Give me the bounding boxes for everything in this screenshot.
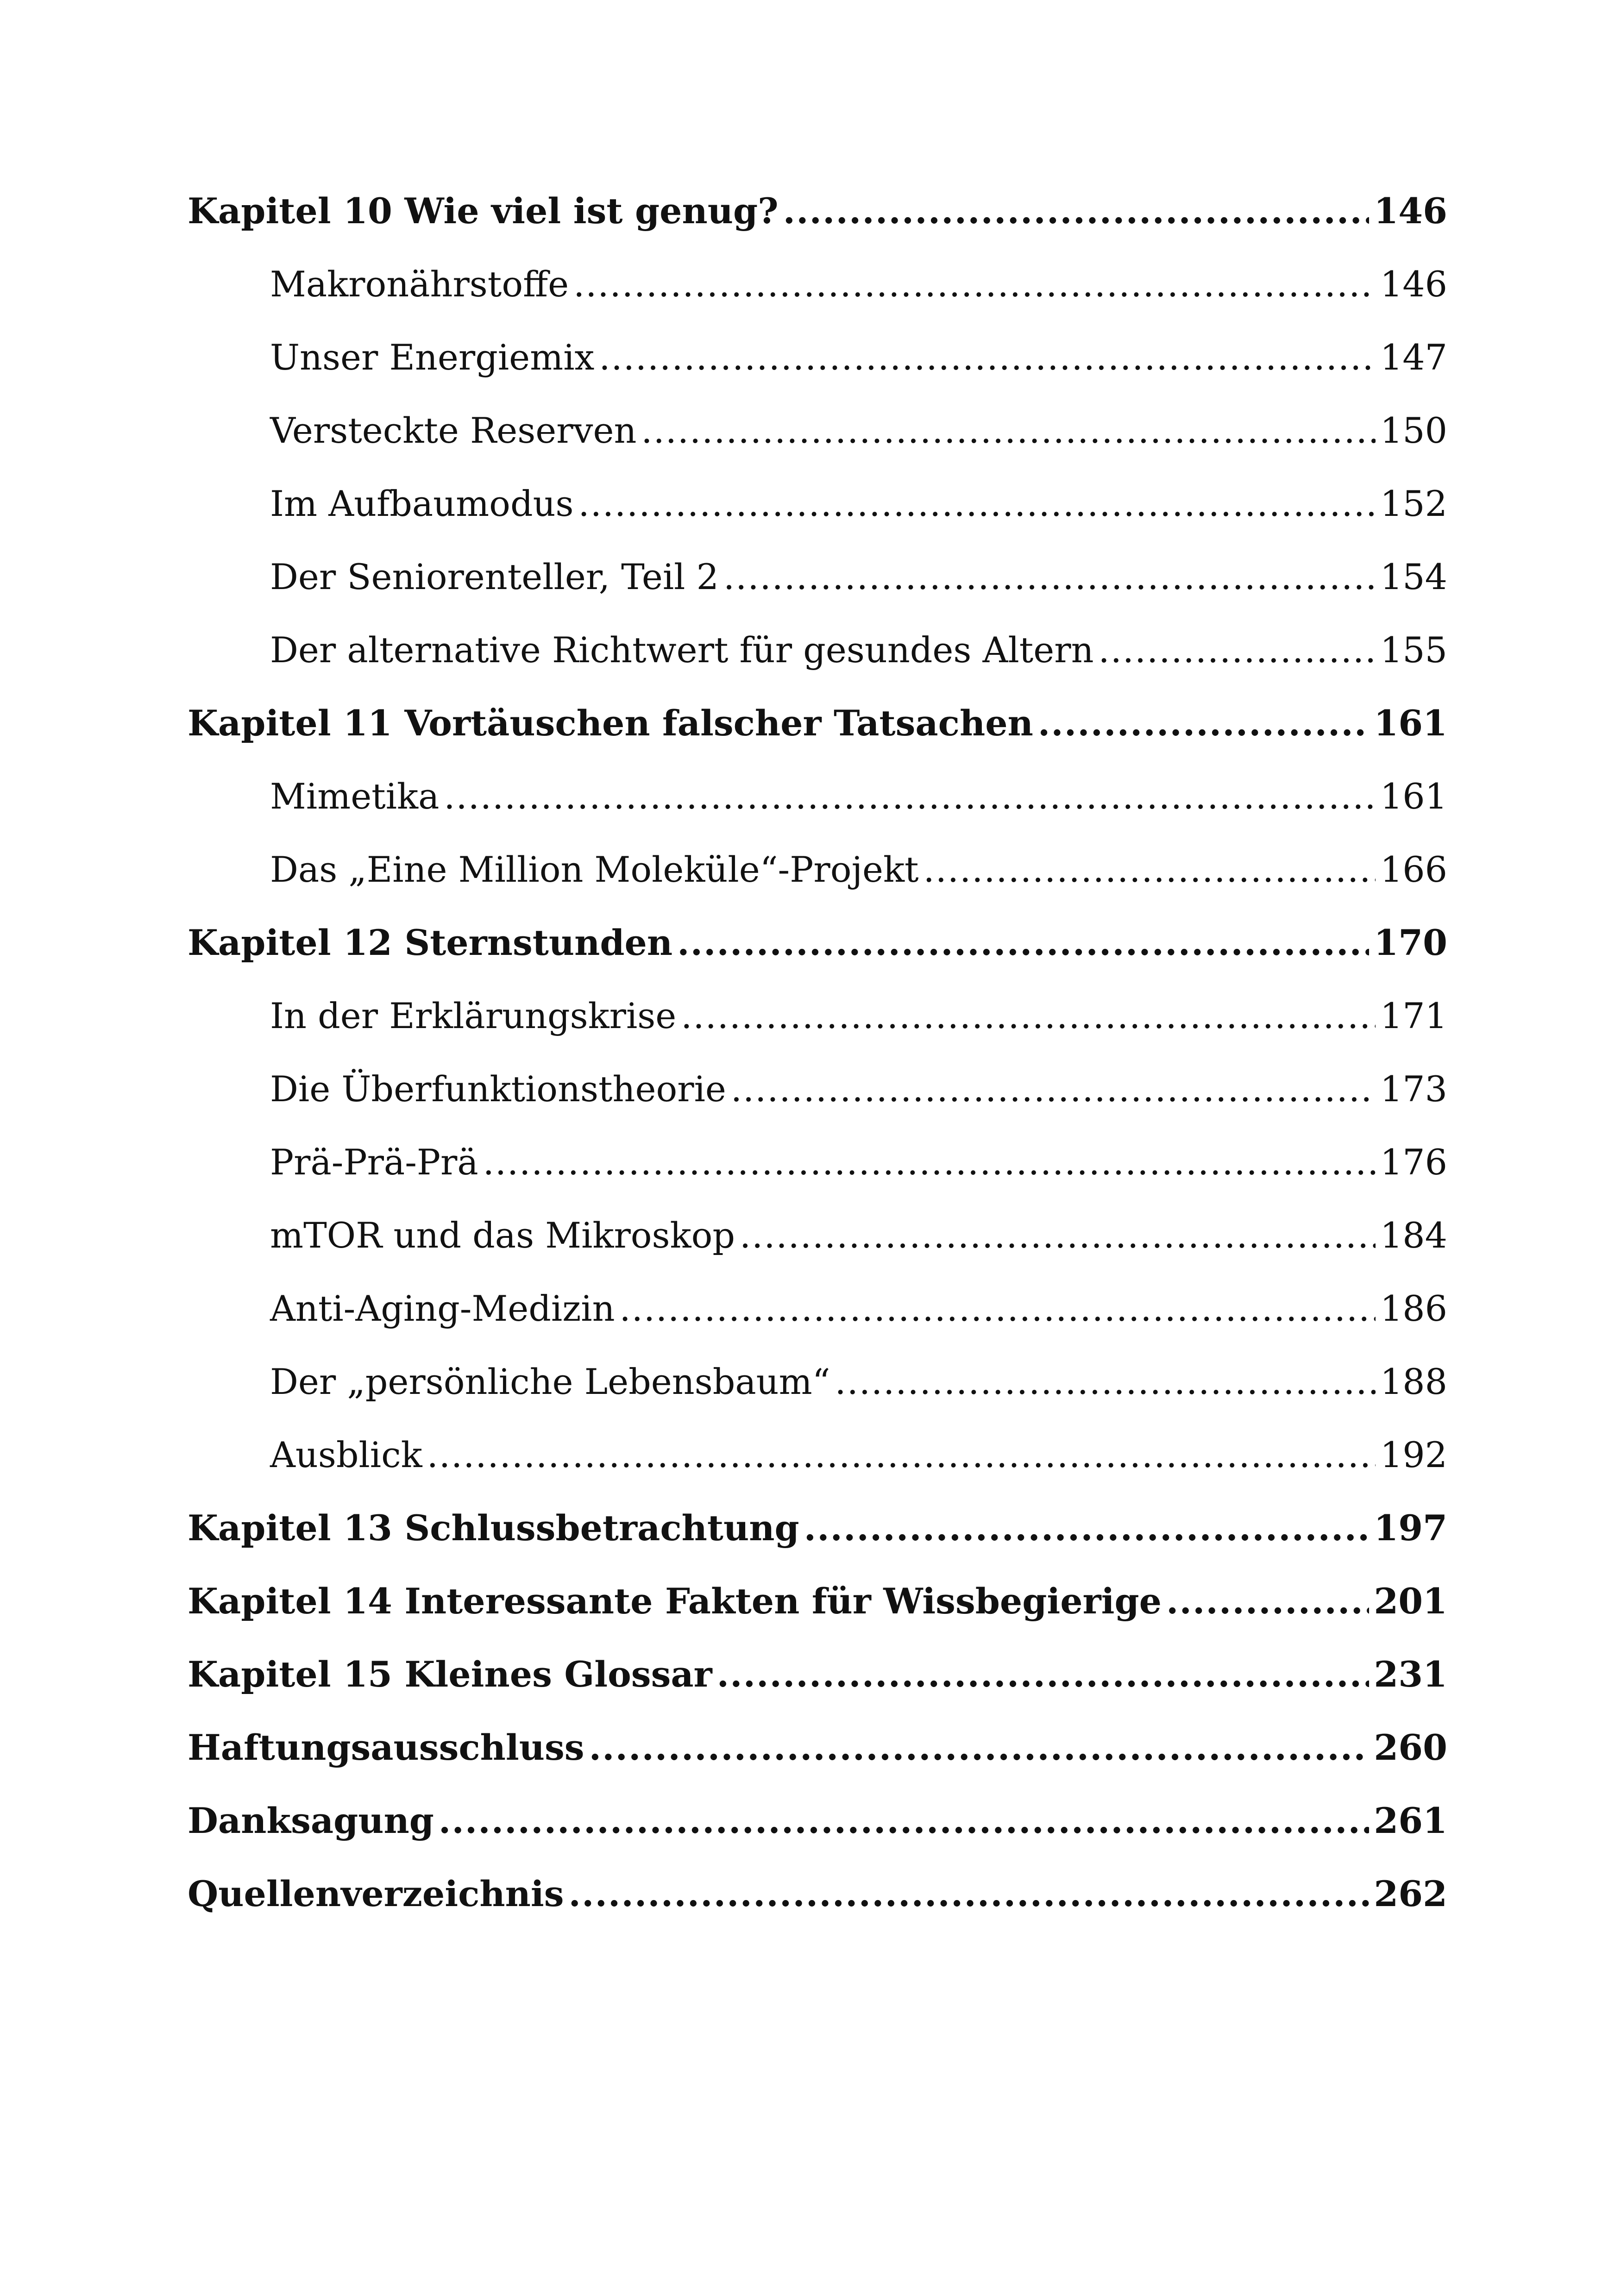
toc-entry-title: Anti-Aging-Medizin — [270, 1288, 615, 1329]
toc-dot-leader — [1099, 633, 1376, 668]
toc-entry-page: 192 — [1380, 1434, 1447, 1475]
toc-entry-title: Im Aufbaumodus — [270, 483, 574, 524]
toc-entry-section[interactable] — [188, 1142, 1447, 1218]
toc-entry-page: 161 — [1374, 703, 1447, 744]
toc-dot-leader — [924, 852, 1376, 887]
toc-entry-title: Mimetika — [270, 776, 440, 817]
toc-dot-leader — [483, 1145, 1376, 1180]
toc-entry-page: 146 — [1374, 190, 1447, 232]
toc-entry-page: 147 — [1380, 337, 1447, 378]
toc-entry-title: Kapitel 15 Kleines Glossar — [188, 1654, 712, 1695]
toc-entry-page: 201 — [1374, 1581, 1447, 1622]
toc-entry-page: 186 — [1380, 1288, 1447, 1329]
toc-entry-section[interactable] — [188, 849, 1447, 925]
toc-entry-page: 146 — [1380, 263, 1447, 305]
toc-entry-section[interactable] — [188, 1434, 1447, 1511]
toc-entry-page: 166 — [1380, 849, 1447, 890]
toc-entry-chapter[interactable] — [188, 1654, 1447, 1730]
toc-entry-page: 188 — [1380, 1361, 1447, 1402]
toc-entry-chapter[interactable] — [188, 1727, 1447, 1803]
toc-entry-section[interactable] — [188, 263, 1447, 340]
toc-entry-page: 261 — [1374, 1800, 1447, 1841]
toc-entry-title: Versteckte Reserven — [270, 410, 637, 451]
toc-entry-section[interactable] — [188, 1215, 1447, 1291]
toc-dot-leader — [717, 1657, 1370, 1692]
toc-dot-leader — [641, 413, 1376, 448]
toc-dot-leader — [681, 998, 1376, 1034]
toc-entry-page: 231 — [1374, 1654, 1447, 1695]
toc-entry-page: 197 — [1374, 1507, 1447, 1549]
toc-entry-title: In der Erklärungskrise — [270, 995, 677, 1036]
toc-dot-leader — [783, 194, 1370, 229]
toc-entry-section[interactable] — [188, 1361, 1447, 1437]
toc-entry-title: Makronährstoffe — [270, 263, 569, 305]
toc-entry-section[interactable] — [188, 483, 1447, 559]
toc-entry-section[interactable] — [188, 556, 1447, 633]
toc-entry-chapter[interactable] — [188, 1800, 1447, 1876]
toc-dot-leader — [444, 779, 1376, 814]
toc-entry-page: 155 — [1380, 629, 1447, 671]
toc-entry-chapter[interactable] — [188, 1873, 1447, 1950]
toc-entry-chapter[interactable] — [188, 922, 1447, 998]
toc-entry-chapter[interactable] — [188, 703, 1447, 779]
toc-entry-section[interactable] — [188, 410, 1447, 486]
toc-dot-leader — [569, 1876, 1370, 1912]
toc-dot-leader — [589, 1730, 1370, 1765]
toc-dot-leader — [427, 1437, 1376, 1473]
toc-entry-chapter[interactable] — [188, 1581, 1447, 1657]
toc-dot-leader — [599, 340, 1376, 375]
toc-entry-section[interactable] — [188, 995, 1447, 1072]
toc-dot-leader — [835, 1364, 1376, 1399]
toc-entry-title: Kapitel 12 Sternstunden — [188, 922, 673, 963]
toc-dot-leader — [620, 1291, 1376, 1326]
toc-dot-leader — [1038, 706, 1370, 741]
toc-entry-page: 152 — [1380, 483, 1447, 524]
toc-entry-page: 154 — [1380, 556, 1447, 597]
toc-entry-title: Das „Eine Million Moleküle“-Projekt — [270, 849, 919, 890]
toc-dot-leader — [804, 1511, 1370, 1546]
toc-entry-chapter[interactable] — [188, 1507, 1447, 1584]
toc-dot-leader — [1166, 1584, 1369, 1619]
toc-entry-section[interactable] — [188, 776, 1447, 852]
toc-entry-title: Prä-Prä-Prä — [270, 1142, 478, 1183]
toc-entry-title: Kapitel 11 Vortäuschen falscher Tatsachen — [188, 703, 1033, 744]
toc-entry-page: 170 — [1374, 922, 1447, 963]
toc-dot-leader — [573, 267, 1376, 302]
toc-entry-title: Kapitel 10 Wie viel ist genug? — [188, 190, 779, 232]
toc-entry-chapter[interactable] — [188, 190, 1447, 267]
toc-entry-title: Danksagung — [188, 1800, 434, 1841]
toc-entry-title: Der alternative Richtwert für gesundes Altern — [270, 629, 1094, 671]
toc-entry-title: Kapitel 13 Schlussbetrachtung — [188, 1507, 799, 1549]
toc-entry-title: Der Seniorenteller, Teil 2 — [270, 556, 719, 597]
toc-entry-page: 150 — [1380, 410, 1447, 451]
toc-entry-title: Die Überfunktionstheorie — [270, 1068, 726, 1110]
toc-entry-page: 173 — [1380, 1068, 1447, 1110]
toc-entry-page: 176 — [1380, 1142, 1447, 1183]
toc-entry-section[interactable] — [188, 337, 1447, 413]
toc-entry-section[interactable] — [188, 1288, 1447, 1364]
toc-entry-page: 184 — [1380, 1215, 1447, 1256]
toc-dot-leader — [677, 925, 1369, 960]
toc-entry-title: Quellenverzeichnis — [188, 1873, 564, 1914]
toc-dot-leader — [723, 559, 1376, 595]
toc-dot-leader — [578, 486, 1376, 521]
toc-entry-title: Haftungsausschluss — [188, 1727, 584, 1768]
toc-entry-page: 260 — [1374, 1727, 1447, 1768]
toc-entry-section[interactable] — [188, 1068, 1447, 1145]
toc-entry-page: 171 — [1380, 995, 1447, 1036]
toc-entry-page: 161 — [1380, 776, 1447, 817]
toc-dot-leader — [439, 1803, 1369, 1838]
toc-entry-title: Kapitel 14 Interessante Fakten für Wissbegierige — [188, 1581, 1162, 1622]
toc-dot-leader — [740, 1218, 1376, 1253]
toc-entry-title: mTOR und das Mikroskop — [270, 1215, 735, 1256]
toc-entry-page: 262 — [1374, 1873, 1447, 1914]
toc-entry-title: Ausblick — [270, 1434, 422, 1475]
toc-entry-title: Der „persönliche Lebensbaum“ — [270, 1361, 830, 1402]
toc-dot-leader — [731, 1072, 1376, 1107]
table-of-contents — [188, 190, 1447, 1950]
toc-entry-title: Unser Energiemix — [270, 337, 595, 378]
toc-entry-section[interactable] — [188, 629, 1447, 706]
